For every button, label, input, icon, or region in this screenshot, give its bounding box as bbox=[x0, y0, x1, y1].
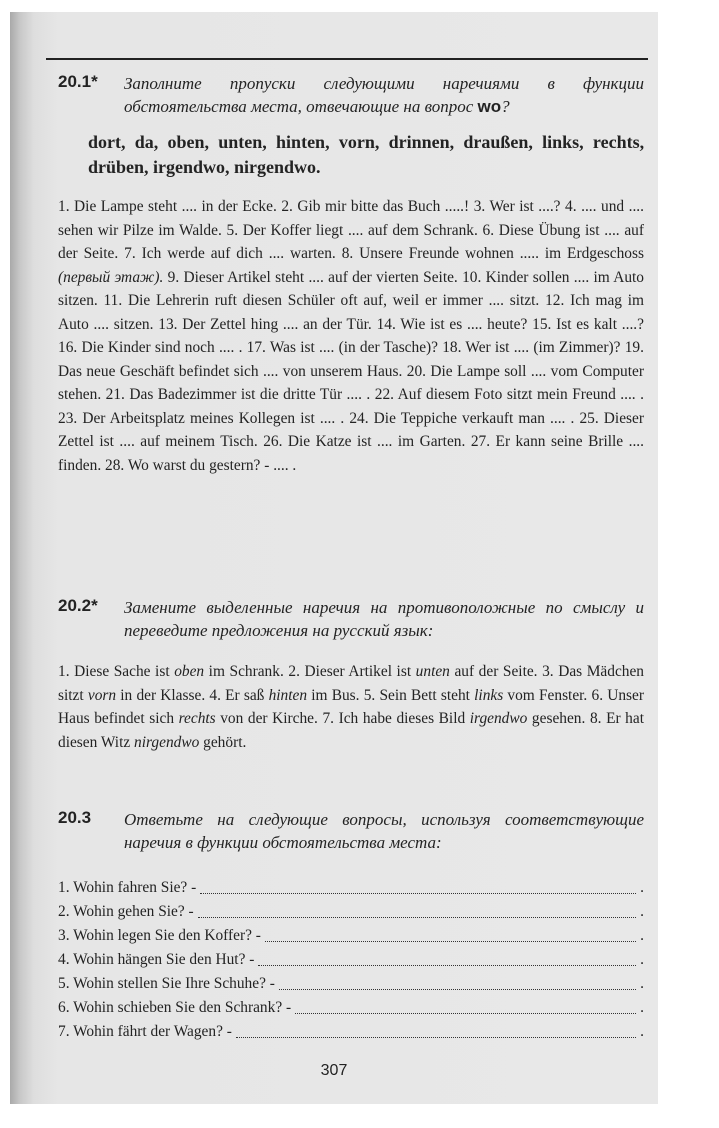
sentence: 15. Ist es kalt ....? bbox=[532, 315, 644, 333]
sentence: 28. Wo warst du gestern? - .... . bbox=[105, 456, 297, 474]
question-list bbox=[58, 876, 644, 1044]
highlighted-adverb: oben bbox=[174, 663, 205, 680]
sentence-part: gehört. bbox=[199, 733, 247, 751]
line-end: . bbox=[640, 879, 644, 896]
adverb-word: unten bbox=[218, 132, 263, 152]
sentence bbox=[364, 687, 588, 704]
question-line bbox=[58, 900, 644, 924]
answer-blank bbox=[236, 1020, 636, 1038]
sentence: 10. Kinder sollen .... im Auto sitzen. bbox=[58, 268, 644, 309]
sentence bbox=[58, 663, 284, 680]
sentence-part: auf der Seite. bbox=[449, 663, 538, 680]
sentence: 16. Die Kinder sind noch .... . bbox=[58, 339, 243, 356]
exercise-20-3 bbox=[58, 808, 644, 1044]
highlighted-adverb: nirgendwo bbox=[134, 733, 200, 751]
sentence: 21. Das Badezimmer ist die dritte Tür .... . bbox=[105, 386, 371, 403]
sentence-part: im Bus. bbox=[307, 686, 360, 704]
line-end: . bbox=[640, 1023, 644, 1040]
sentence: 27. Er kann seine Brille .... finden. bbox=[58, 433, 644, 474]
adverb-word: vorn bbox=[338, 132, 375, 152]
sentence: 11. Die Lehrerin ruft diesen Schüler oft auf, weil er immer .... sitzt. bbox=[103, 292, 540, 309]
sentence: 8. Unsere Freunde wohnen ..... im Erdgeschoss bbox=[341, 245, 644, 262]
sentence: 23. Der Arbeitsplatz meines Kollegen ist .... . bbox=[58, 409, 345, 427]
sentence-part: von der Kirche. bbox=[215, 710, 318, 727]
sentence-part: 2. Dieser Artikel ist bbox=[288, 663, 416, 680]
question-text: 1. Wohin fahren Sie? - bbox=[58, 879, 197, 896]
sentence-part: 1. Diese Sache ist bbox=[58, 663, 175, 680]
adverb-word: drinnen bbox=[388, 132, 450, 152]
sentence: 1. Die Lampe steht .... in der Ecke. bbox=[58, 198, 277, 215]
answer-blank bbox=[279, 972, 636, 990]
answer-blank bbox=[258, 948, 636, 966]
answer-blank bbox=[198, 900, 636, 918]
question-text: 7. Wohin fährt der Wagen? - bbox=[58, 1023, 232, 1040]
sentence: 3. Wer ist ....? bbox=[473, 198, 561, 215]
adverb-word: hinten bbox=[276, 132, 326, 152]
sentence-part: vom Fenster. bbox=[503, 686, 588, 704]
question-line bbox=[58, 948, 644, 972]
sentence bbox=[288, 663, 537, 680]
exercise-20-1 bbox=[58, 72, 644, 477]
highlighted-adverb: unten bbox=[415, 663, 450, 680]
sentence: 22. Auf diesem Foto sitzt mein Freund .... . bbox=[374, 386, 644, 403]
exercise-20-2 bbox=[58, 596, 644, 754]
sentence: 12. Ich mag im Auto .... sitzen. bbox=[58, 292, 644, 333]
question-line bbox=[58, 1020, 644, 1044]
line-end: . bbox=[640, 999, 644, 1016]
adverb-word: rechts bbox=[592, 132, 640, 152]
adverb-word: oben bbox=[167, 132, 205, 152]
exercise-text bbox=[58, 195, 644, 477]
exercise-number: 20.2* bbox=[58, 596, 98, 615]
sentence-part: 4. Er saß bbox=[209, 686, 269, 704]
sentence: 20. Die Lampe soll .... vom Computer stehen. bbox=[58, 362, 644, 403]
highlighted-adverb: irgendwo bbox=[469, 710, 528, 727]
highlighted-adverb: hinten bbox=[268, 686, 308, 704]
sentence-part: gesehen. bbox=[527, 710, 586, 727]
question-text: 4. Wohin hängen Sie den Hut? - bbox=[58, 951, 255, 968]
sentence: 26. Die Katze ist .... im Garten. bbox=[263, 433, 466, 450]
adverb-word: dort bbox=[88, 132, 121, 152]
sentence: 13. Der Zettel hing .... an der Tür. bbox=[158, 315, 372, 333]
question-line bbox=[58, 996, 644, 1020]
question-text: 5. Wohin stellen Sie Ihre Schuhe? - bbox=[58, 975, 275, 992]
sentence: 6. Diese Übung ist .... auf der Seite. bbox=[58, 221, 644, 262]
question-word: wo bbox=[477, 97, 502, 116]
sentence: 9. Dieser Artikel steht .... auf der vierten Seite. bbox=[167, 268, 458, 286]
adverb-word: draußen bbox=[463, 132, 529, 152]
page-number: 307 bbox=[320, 1062, 348, 1079]
sentence-part: 5. Sein Bett steht bbox=[363, 686, 475, 704]
exercise-text bbox=[58, 660, 644, 754]
exercise-number: 20.1* bbox=[58, 72, 98, 91]
book-page bbox=[10, 12, 658, 1104]
answer-blank bbox=[200, 876, 636, 894]
sentence: (первый этаж). bbox=[58, 268, 164, 286]
sentence: 25. Dieser Zettel ist .... auf meinem Tisch. bbox=[58, 409, 644, 450]
sentence: 5. Der Koffer liegt .... auf dem Schrank. bbox=[226, 221, 478, 239]
sentence-part: im Schrank. bbox=[204, 663, 284, 680]
question-text: 3. Wohin legen Sie den Koffer? - bbox=[58, 927, 261, 944]
exercise-instruction: Ответьте на следующие вопросы, используя соответствующие наречия в функции обстоятельства места: bbox=[124, 810, 644, 852]
line-end: . bbox=[640, 975, 644, 992]
sentence-part: 8. Er hat diesen Witz bbox=[58, 710, 644, 751]
sentence bbox=[322, 710, 585, 727]
adverb-word: nirgendwo bbox=[234, 157, 317, 177]
sentence: 24. Die Teppiche verkauft man .... . bbox=[349, 409, 575, 427]
line-end: . bbox=[640, 903, 644, 920]
sentence: 18. Wer ist .... (im Zimmer)? bbox=[442, 339, 621, 356]
sentence: 19. Das neue Geschäft befindet sich .... von unserem Haus. bbox=[58, 339, 644, 380]
highlighted-adverb: links bbox=[474, 686, 504, 704]
line-end: . bbox=[640, 951, 644, 968]
sentence-part: 7. Ich habe dieses Bild bbox=[322, 710, 470, 727]
question-line bbox=[58, 924, 644, 948]
answer-blank bbox=[295, 996, 636, 1014]
sentence-part: 6. Unser Haus befindet sich bbox=[58, 686, 644, 727]
sentence: 7. Ich werde auf dich .... warten. bbox=[124, 245, 336, 262]
sentence: 14. Wie ist es .... heute? bbox=[376, 315, 528, 333]
line-end: . bbox=[640, 927, 644, 944]
adverb-word: irgendwo bbox=[153, 157, 226, 177]
question-text: 6. Wohin schieben Sie den Schrank? - bbox=[58, 999, 292, 1016]
sentence bbox=[209, 687, 359, 704]
highlighted-adverb: vorn bbox=[87, 686, 117, 704]
highlighted-adverb: rechts bbox=[178, 710, 216, 727]
sentence-part: 3. Das Mädchen sitzt bbox=[58, 663, 645, 704]
adverb-word: drüben bbox=[88, 157, 145, 177]
question-line bbox=[58, 972, 644, 996]
question-text: 2. Wohin gehen Sie? - bbox=[58, 903, 194, 920]
adverb-word: links bbox=[542, 132, 580, 152]
sentence: 2. Gib mir bitte das Buch .....! bbox=[281, 198, 470, 215]
exercise-instruction: Замените выделенные наречия на противоположные по смыслу и переведите предложения на русский язык: bbox=[124, 598, 644, 640]
adverb-list: dort, da, oben, unten, hinten, vorn, drinnen, draußen, links, rechts, drüben, irgendwo, nirgendwo. bbox=[88, 132, 645, 177]
adverb-word: da bbox=[134, 132, 154, 152]
top-rule bbox=[46, 58, 648, 60]
sentence: 4. .... und .... sehen wir Pilze im Walde. bbox=[58, 198, 645, 239]
answer-blank bbox=[265, 924, 636, 942]
exercise-instruction: Заполните пропуски следующими наречиями в функции обстоятельства места, отвечающие на вопрос wo? bbox=[124, 74, 644, 116]
sentence: 17. Was ist .... (in der Tasche)? bbox=[246, 339, 438, 356]
exercise-number: 20.3 bbox=[58, 808, 92, 827]
question-line bbox=[58, 876, 644, 900]
sentence-part: in der Klasse. bbox=[116, 686, 206, 704]
